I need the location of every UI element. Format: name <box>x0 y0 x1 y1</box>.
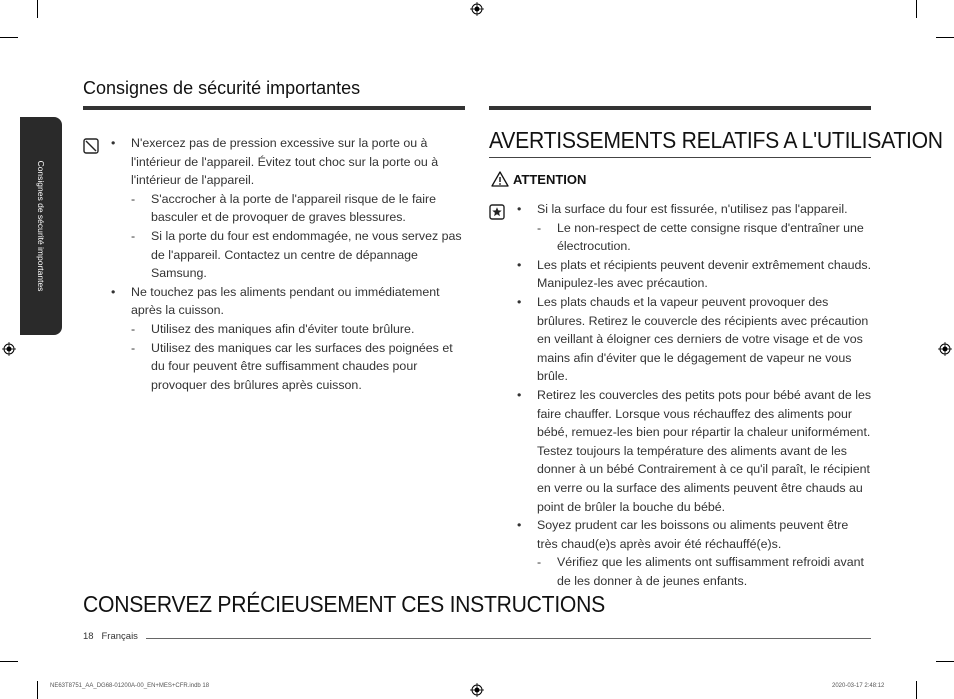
list-item <box>515 386 872 516</box>
crop-mark <box>936 661 954 662</box>
list-item-text: Ne touchez pas les aliments pendant ou immédiatement après la cuisson. <box>131 284 440 318</box>
section-title: Consignes de sécurité importantes <box>83 78 361 98</box>
left-column-list <box>109 134 463 394</box>
right-column-list <box>515 200 872 590</box>
registration-mark-icon <box>470 683 484 697</box>
star-caution-icon <box>489 204 505 220</box>
registration-mark-icon <box>2 342 16 356</box>
right-header-rule <box>489 106 871 110</box>
list-item <box>515 200 872 256</box>
file-info: NE63T8751_AA_DG68-01200A-00_EN+MES+CFR.indb 18 <box>50 683 210 689</box>
sub-item: - Le non-respect de cette consigne risque d'entraîner une électrocution. <box>537 219 872 256</box>
warning-icon <box>491 171 509 187</box>
crop-mark <box>0 661 18 662</box>
page-number: 18 <box>83 631 94 642</box>
list-item <box>515 516 872 590</box>
list-item-text: Retirez les couvercles des petits pots pour bébé avant de les faire chauffer. Lorsque vous réchauffez des aliments pour bébé, remuez-les bien pour répartir la chaleur uniformément. Testez toujours la température des aliments avant de les donner à un bébé Contrairement à ce qu'il paraît, le récipient en verre ou la surface des aliments peuvent être chauds au point de brûler la bouche du bébé. <box>537 387 872 514</box>
left-header-rule <box>83 106 465 110</box>
list-item <box>515 256 872 293</box>
attention-label: ATTENTION <box>513 171 587 187</box>
sidebar-tab <box>20 117 62 335</box>
right-title: AVERTISSEMENTS RELATIFS A L'UTILISATION <box>489 127 943 153</box>
sidebar-tab-label: Consignes de sécurité importantes <box>36 160 46 292</box>
list-item <box>109 134 463 283</box>
sub-item: - Utilisez des maniques car les surfaces des poignées et du four peuvent être suffisamment chaudes pour provoquer des brûlures après cuisson. <box>131 339 463 395</box>
list-item-text: Les plats et récipients peuvent devenir extrêmement chauds. Manipulez-les avec précaution. <box>537 257 872 291</box>
attention-heading <box>491 171 586 187</box>
sub-item: - Si la porte du four est endommagée, ne vous servez pas de l'appareil. Contactez un centre de dépannage Samsung. <box>131 227 463 283</box>
list-item-text: Si la surface du four est fissurée, n'utilisez pas l'appareil. <box>537 202 848 216</box>
right-title-underline <box>489 157 871 158</box>
crop-mark <box>936 37 954 38</box>
sub-item: - Vérifiez que les aliments ont suffisamment refroidi avant de les donner à de jeunes enfants. <box>537 553 872 590</box>
prohibited-icon <box>83 138 99 154</box>
crop-mark <box>37 681 38 699</box>
registration-mark-icon <box>938 342 952 356</box>
list-item <box>109 283 463 395</box>
registration-mark-icon <box>470 2 484 16</box>
page-footer <box>83 631 138 642</box>
list-item-text: N'exercez pas de pression excessive sur la porte ou à l'intérieur de l'appareil. Évitez tout choc sur la porte ou à l'intérieur de l'appareil. <box>131 136 439 188</box>
sub-item: - S'accrocher à la porte de l'appareil risque de le faire basculer et de provoquer de graves blessures. <box>131 190 463 227</box>
list-item-text: Soyez prudent car les boissons ou aliments peuvent être très chaud(e)s après avoir été réchauffé(e)s. <box>537 518 849 551</box>
crop-mark <box>916 681 917 699</box>
closing-title: CONSERVEZ PRÉCIEUSEMENT CES INSTRUCTIONS <box>83 591 605 617</box>
crop-mark <box>37 0 38 18</box>
print-timestamp: 2020-03-17 2:48:12 <box>832 683 885 689</box>
footer-language: Français <box>101 631 138 642</box>
sub-item: - Utilisez des maniques afin d'éviter toute brûlure. <box>131 320 463 339</box>
footer-rule <box>146 638 871 639</box>
crop-mark <box>916 0 917 18</box>
list-item <box>515 293 872 386</box>
crop-mark <box>0 37 18 38</box>
list-item-text: Les plats chauds et la vapeur peuvent provoquer des brûlures. Retirez le couvercle des récipients avec précaution en veillant à éloigner ces derniers de votre visage et de vos mains afin d'éviter que le dégagement de vapeur ne vous brûle. <box>537 294 869 384</box>
